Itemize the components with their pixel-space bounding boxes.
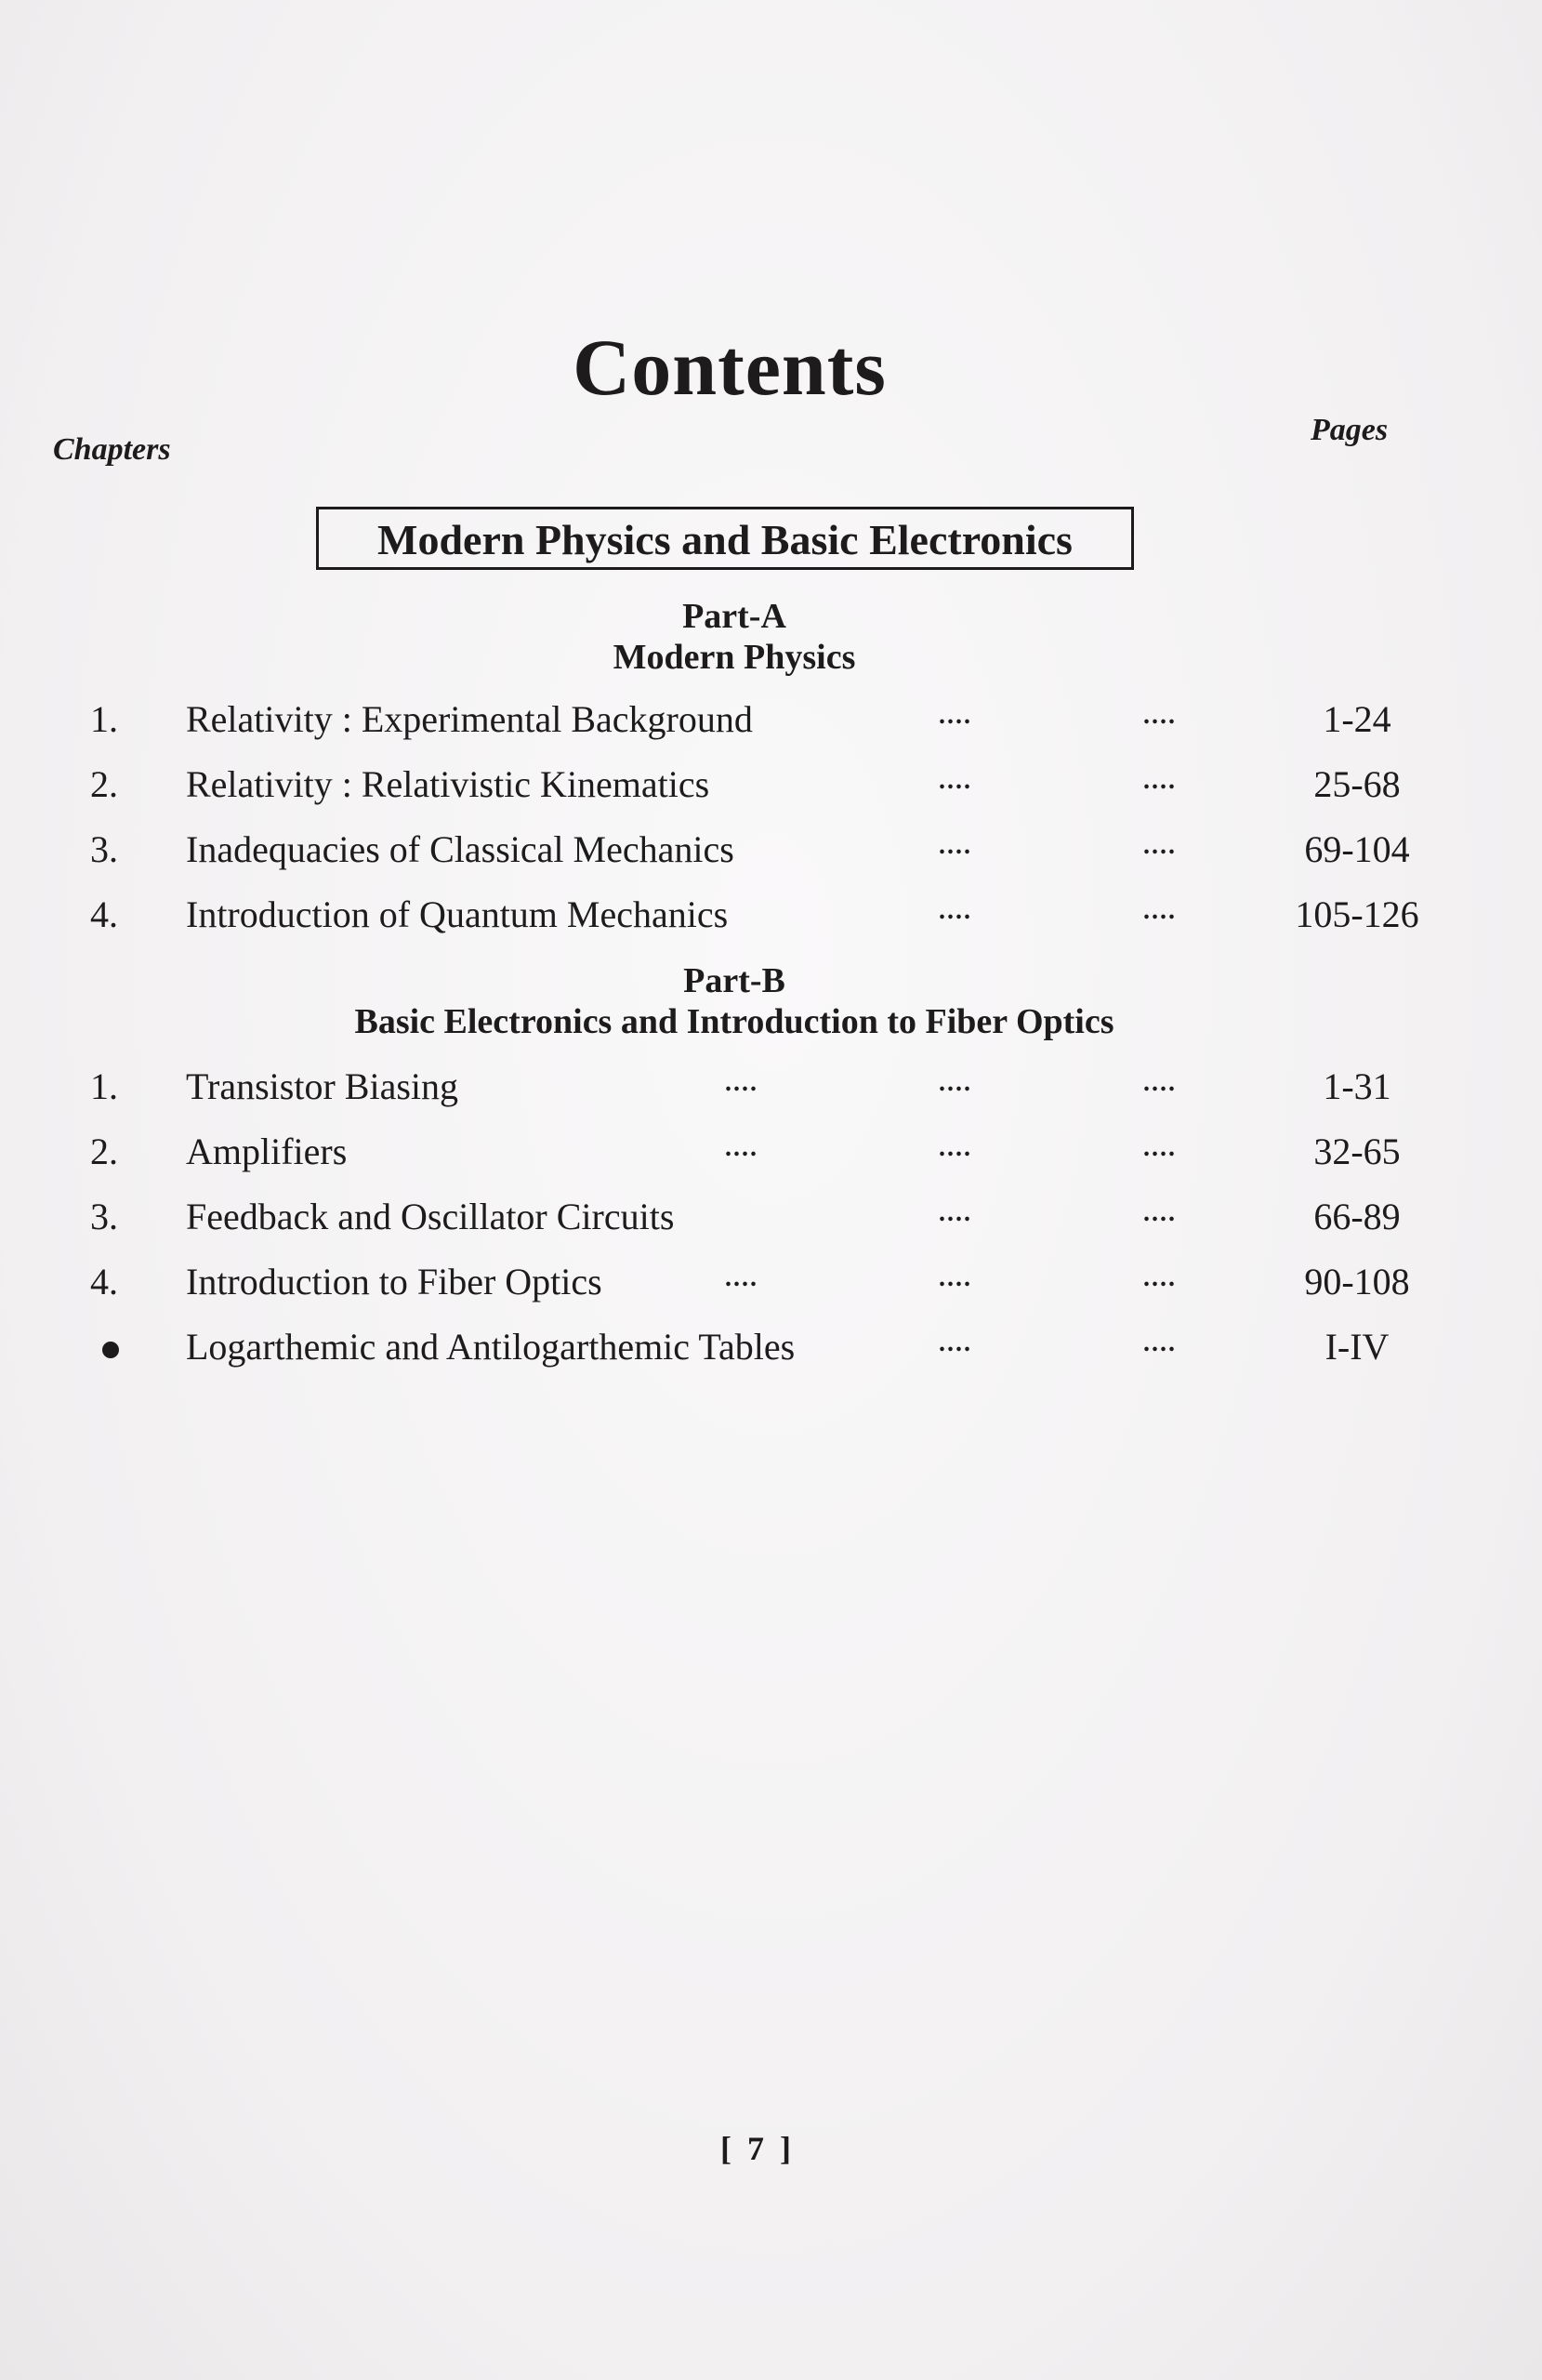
chapter-title: Introduction to Fiber Optics — [186, 1261, 602, 1302]
page-range: 90-108 — [1304, 1261, 1410, 1302]
chapter-title: Amplifiers — [186, 1130, 348, 1172]
dot-leader: .... — [1143, 701, 1177, 730]
dot-leader: .... — [725, 1263, 758, 1292]
page-range: 105-126 — [1295, 893, 1419, 935]
dot-leader: .... — [939, 766, 972, 795]
chapter-title: Relativity : Relativistic Kinematics — [186, 763, 710, 805]
page-range: 1-31 — [1323, 1065, 1391, 1107]
dot-leader: .... — [1143, 831, 1177, 860]
pages-column-heading: Pages — [1311, 413, 1389, 447]
part-b-label: Part-B — [683, 961, 785, 1000]
chapters-column-heading: Chapters — [53, 432, 171, 467]
page-range: 25-68 — [1313, 763, 1401, 805]
chapter-number: 2. — [90, 763, 118, 805]
toc-row[interactable] — [0, 762, 1542, 818]
dot-leader: .... — [939, 701, 972, 730]
chapter-number: 3. — [90, 1196, 118, 1237]
toc-row[interactable] — [0, 1325, 1542, 1381]
dot-leader: .... — [939, 831, 972, 860]
toc-row[interactable] — [0, 1130, 1542, 1185]
dot-leader: .... — [1143, 1133, 1177, 1162]
book-title-box: Modern Physics and Basic Electronics — [316, 507, 1134, 570]
dot-leader: .... — [939, 1198, 972, 1227]
page-range: I-IV — [1325, 1326, 1390, 1368]
chapter-number: 1. — [90, 1065, 118, 1107]
chapter-title: Introduction of Quantum Mechanics — [186, 893, 729, 935]
chapter-number: 4. — [90, 1261, 118, 1302]
dot-leader: .... — [725, 1068, 758, 1097]
part-a-label: Part-A — [682, 597, 786, 636]
dot-leader: .... — [939, 1263, 972, 1292]
page-number: [ 7 ] — [720, 2130, 795, 2167]
toc-row[interactable] — [0, 827, 1542, 883]
toc-row[interactable] — [0, 1064, 1542, 1120]
page-range: 1-24 — [1323, 698, 1391, 740]
dot-leader: .... — [939, 1133, 972, 1162]
appendix-title: Logarthemic and Antilogarthemic Tables — [186, 1326, 796, 1368]
chapter-number: 4. — [90, 893, 118, 935]
part-a-name: Modern Physics — [613, 638, 856, 677]
dot-leader: .... — [1143, 766, 1177, 795]
dot-leader: .... — [1143, 896, 1177, 925]
page-range: 69-104 — [1304, 828, 1410, 870]
toc-row[interactable] — [0, 697, 1542, 753]
dot-leader: .... — [1143, 1263, 1177, 1292]
toc-row[interactable] — [0, 892, 1542, 948]
chapter-title: Feedback and Oscillator Circuits — [186, 1196, 675, 1237]
dot-leader: .... — [939, 1068, 972, 1097]
chapter-title: Inadequacies of Classical Mechanics — [186, 828, 734, 870]
dot-leader: .... — [939, 1329, 972, 1357]
toc-row[interactable] — [0, 1195, 1542, 1250]
part-b-name: Basic Electronics and Introduction to Fiber Optics — [354, 1002, 1114, 1041]
dot-leader: .... — [1143, 1198, 1177, 1227]
dot-leader: .... — [939, 896, 972, 925]
page-range: 32-65 — [1313, 1130, 1401, 1172]
dot-leader: .... — [725, 1133, 758, 1162]
page-range: 66-89 — [1313, 1196, 1401, 1237]
dot-leader: .... — [1143, 1068, 1177, 1097]
chapter-number: 3. — [90, 828, 118, 870]
chapter-number: 2. — [90, 1130, 118, 1172]
page-title: Contents — [573, 323, 887, 412]
toc-row[interactable] — [0, 1260, 1542, 1316]
chapter-title: Relativity : Experimental Background — [186, 698, 753, 740]
chapter-number: 1. — [90, 698, 118, 740]
bullet-icon — [102, 1342, 119, 1358]
chapter-title: Transistor Biasing — [186, 1065, 459, 1107]
dot-leader: .... — [1143, 1329, 1177, 1357]
